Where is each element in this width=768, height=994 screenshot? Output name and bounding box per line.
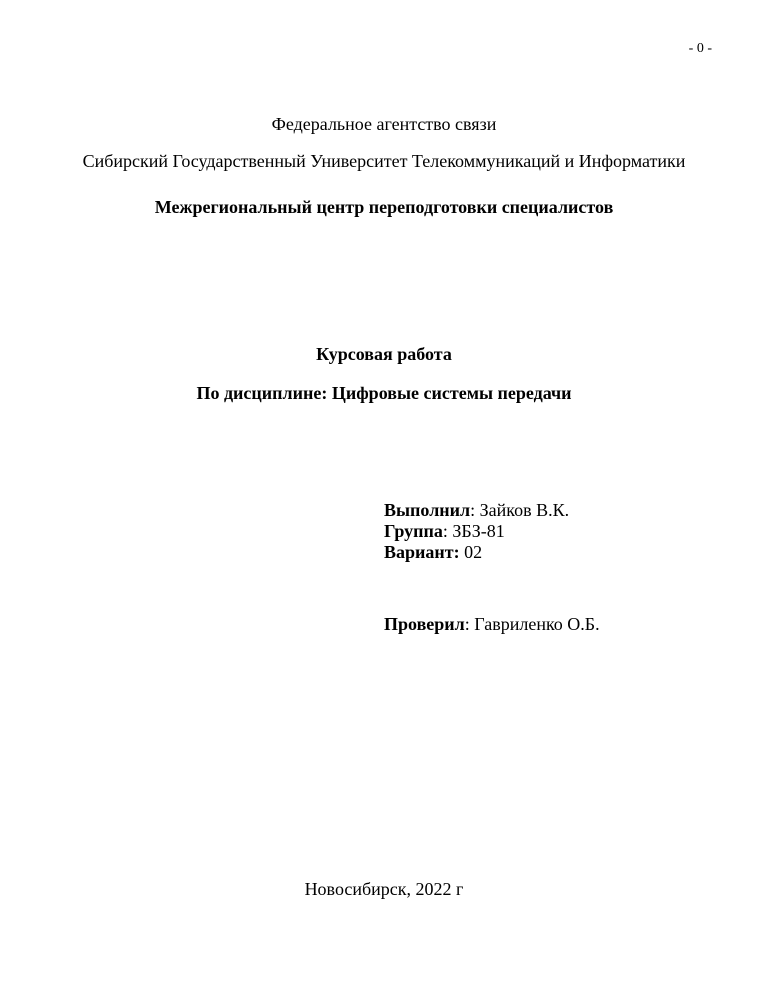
- agency-name: Федеральное агентство связи: [271, 114, 497, 134]
- group-line: [384, 521, 569, 542]
- performed-label: Выполнил: [384, 500, 471, 520]
- variant-label: Вариант:: [384, 542, 460, 562]
- work-type: Курсовая работа: [316, 344, 452, 364]
- variant-line: [384, 542, 569, 563]
- checker-info: [384, 614, 600, 635]
- discipline: По дисциплине: Цифровые системы передачи: [196, 383, 572, 403]
- performed-value: Зайков В.К.: [479, 500, 570, 520]
- checked-value: Гавриленко О.Б.: [474, 614, 600, 634]
- group-value: ЗБЗ-81: [452, 521, 505, 541]
- checked-line: [384, 614, 600, 635]
- city-year: Новосибирск, 2022 г: [304, 879, 464, 899]
- group-label: Группа: [384, 521, 443, 541]
- performed-line: [384, 500, 569, 521]
- checked-sep: :: [464, 614, 475, 634]
- performed-sep: :: [470, 500, 480, 520]
- checked-label: Проверил: [384, 614, 465, 634]
- variant-value: 02: [464, 542, 483, 562]
- center-name: Межрегиональный центр переподготовки специалистов: [154, 197, 614, 217]
- student-info: [384, 500, 569, 563]
- university-name: Сибирский Государственный Университет Телекоммуникаций и Информатики: [82, 151, 686, 171]
- group-sep: :: [442, 521, 453, 541]
- page-number: - 0 -: [688, 41, 712, 56]
